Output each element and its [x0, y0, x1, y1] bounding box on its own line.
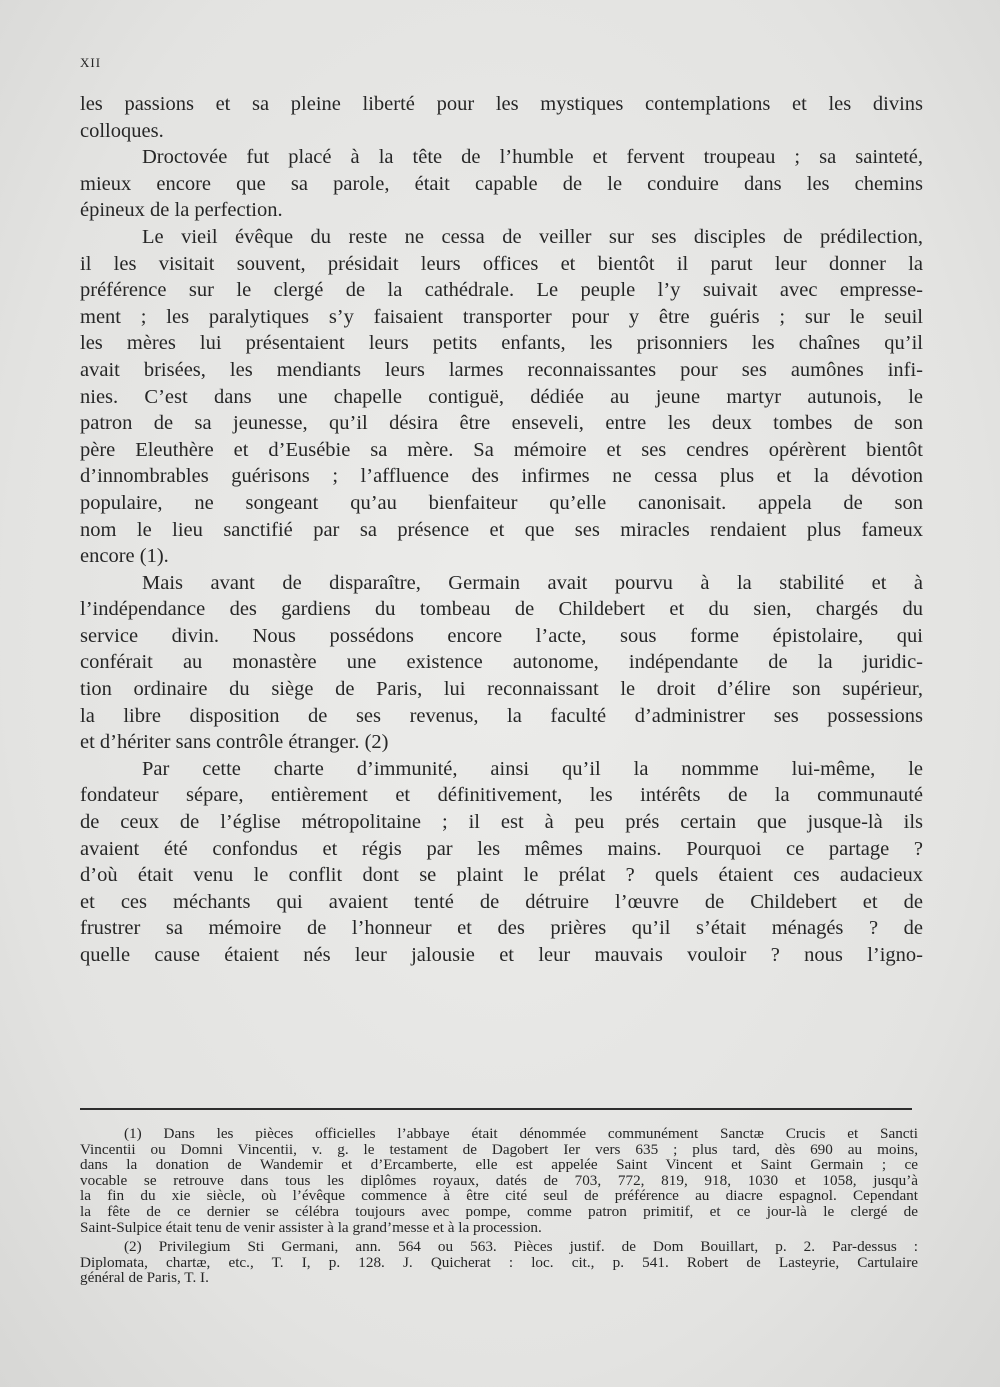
footnote-line: (2) Privilegium Sti Germani, ann. 564 ou 563. Pièces justif. de Dom Bouillart, p. 2. Par-dessus :: [124, 1238, 918, 1256]
footnote-line: la fin du xie siècle, où l’évêque commence à être cité seul de préférence au diacre espagnol. Cependant: [80, 1187, 918, 1205]
body-text: [80, 91, 923, 969]
text-line: Mais avant de disparaître, Germain avait pourvu à la stabilité et à: [142, 571, 923, 594]
footnote-line: général de Paris, T. I.: [80, 1269, 209, 1287]
text-line: l’indépendance des gardiens du tombeau de Childebert et du sien, chargés du: [80, 598, 923, 621]
text-line: quelle cause étaient nés leur jalousie et leur mauvais vouloir ? nous l’igno-: [80, 944, 923, 966]
text-line: Par cette charte d’immunité, ainsi qu’il la nommme lui-même, le: [142, 757, 923, 780]
text-line: conférait au monastère une existence autonome, indépendante de la juridic-: [80, 651, 923, 674]
text-line: service divin. Nous possédons encore l’acte, sous forme épistolaire, qui: [80, 624, 923, 647]
text-line: nies. C’est dans une chapelle contiguë, dédiée au jeune martyr autunois, le: [80, 385, 923, 408]
text-line: et d’hériter sans contrôle étranger. (2): [80, 731, 389, 754]
text-line: ment ; les paralytiques s’y faisaient transporter pour y être guéris ; sur le seuil: [80, 305, 923, 328]
text-line: il les visitait souvent, présidait leurs offices et bientôt il parut leur donner la: [80, 252, 923, 275]
text-line: la libre disposition de ses revenus, la faculté d’administrer ses possessions: [80, 704, 923, 727]
text-line: nom le lieu sanctifié par sa présence et que ses miracles rendaient plus fameux: [80, 518, 923, 541]
text-line: préférence sur le clergé de la cathédrale. Le peuple l’y suivait avec empresse-: [80, 279, 923, 302]
text-line: mieux encore que sa parole, était capable de le conduire dans les chemins: [80, 172, 923, 195]
footnote-line: Saint-Sulpice était tenu de venir assister à la grand’messe et à la procession.: [80, 1218, 542, 1236]
text-line: tion ordinaire du siège de Paris, lui reconnaissant le droit d’élire son supérieur,: [80, 678, 923, 701]
text-line: de ceux de l’église métropolitaine ; il est à peu prés certain que jusque-là ils: [80, 811, 923, 834]
text-line: colloques.: [80, 119, 164, 142]
text-line: père Eleuthère et d’Eusébie sa mère. Sa mémoire et ses cendres opérèrent bientôt: [80, 438, 923, 461]
text-line: populaire, ne songeant qu’au bienfaiteur qu’elle canonisait. appela de son: [80, 491, 923, 514]
text-line: Le vieil évêque du reste ne cessa de veiller sur ses disciples de prédilection,: [142, 225, 923, 248]
text-line: fondateur sépare, entièrement et définitivement, les intérêts de la communauté: [80, 784, 923, 807]
footnote-line: la fête de ce dernier se célébra toujours avec pompe, comme patron primitif, et ce jour-là le clergé de: [80, 1202, 918, 1220]
text-line: les mères lui présentaient leurs petits enfants, les prisonniers les chaînes qu’il: [80, 332, 923, 355]
footnotes: [80, 1126, 918, 1286]
text-line: d’où était venu le conflit dont se plaint le prélat ? quels étaient ces audacieux: [80, 864, 923, 887]
text-line: d’innombrables guérisons ; l’affluence des infirmes ne cessa plus et la dévotion: [80, 465, 923, 488]
page-number: XII: [80, 55, 102, 70]
text-line: les passions et sa pleine liberté pour les mystiques contemplations et les divins: [80, 93, 923, 115]
footnote-line: vocable se retrouve dans tous les diplômes royaux, datés de 703, 772, 819, 918, 1030 et 1058, jusqu’à: [80, 1171, 918, 1189]
footnote-line: Vincentii ou Domni Vincentii, v. g. le testament de Dagobert Ier vers 635 ; plus tard, dès 690 au moins,: [80, 1140, 918, 1158]
text-line: encore (1).: [80, 545, 169, 568]
footnote-line: dans la donation de Wandemir et d’Ercamberte, elle est appelée Saint Vincent et Saint Germain ; ce: [80, 1156, 918, 1174]
text-line: et ces méchants qui avaient tenté de détruire l’œuvre de Childebert et de: [80, 890, 923, 913]
text-line: épineux de la perfection.: [80, 199, 283, 222]
text-line: avaient été confondus et régis par les mêmes mains. Pourquoi ce partage ?: [80, 837, 923, 860]
footnote-line: (1) Dans les pièces officielles l’abbaye était dénommée communément Sanctæ Crucis et Sancti: [124, 1125, 918, 1142]
text-line: patron de sa jeunesse, qu’il désira être enseveli, entre les deux tombes de son: [80, 412, 923, 435]
text-line: Droctovée fut placé à la tête de l’humble et fervent troupeau ; sa sainteté,: [142, 146, 923, 169]
footnote-divider: [80, 1108, 912, 1110]
footnote-line: Diplomata, chartæ, etc., T. I, p. 128. J. Quicherat : loc. cit., p. 541. Robert de Lasteyrie, Cartulaire: [80, 1253, 918, 1271]
text-line: avait brisées, les mendiants leurs larmes reconnaissantes pour ses aumônes infi-: [80, 358, 923, 381]
text-line: frustrer sa mémoire de l’honneur et des prières qu’il s’était ménagés ? de: [80, 917, 923, 940]
